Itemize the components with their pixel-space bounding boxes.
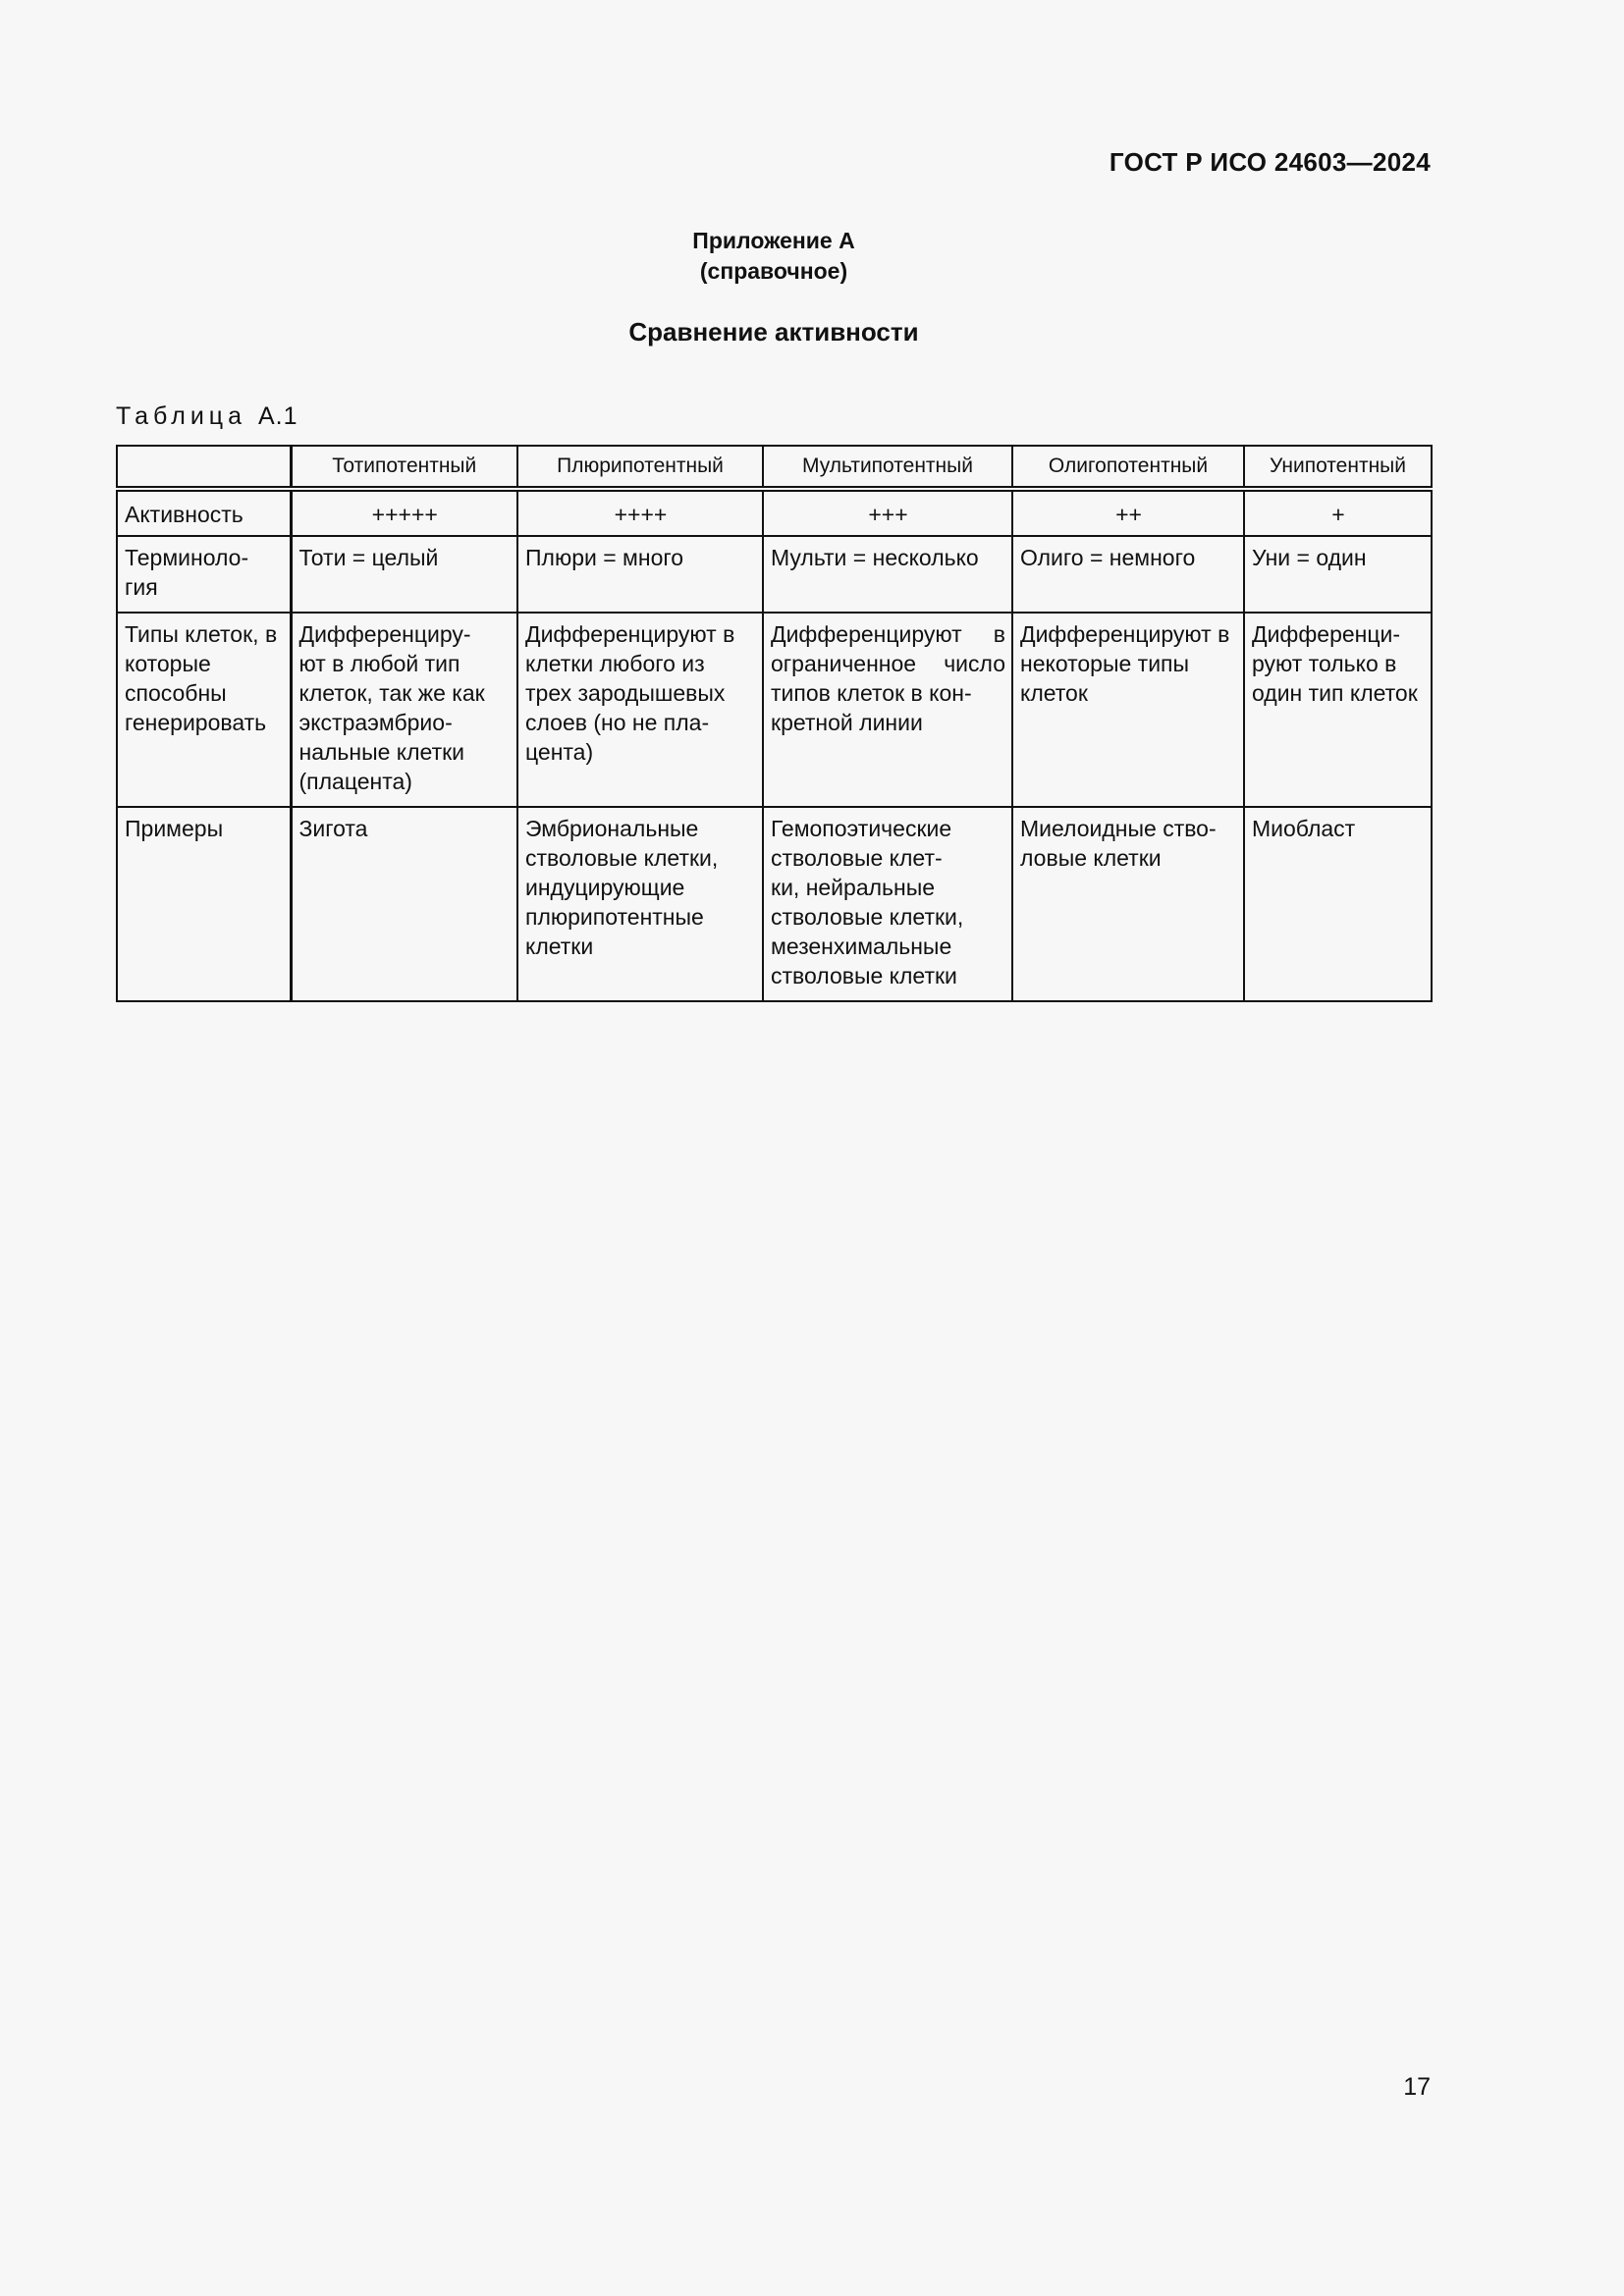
row-label-terminology: Терминоло- гия xyxy=(117,536,291,613)
row-label-examples: Примеры xyxy=(117,807,291,1001)
page-number: 17 xyxy=(1403,2073,1431,2101)
table-label-number: А.1 xyxy=(257,402,298,430)
header-cell-pluripotent: Плюрипотентный xyxy=(517,446,763,489)
examples-pluripotent: Эмбриональные стволовые клетки, индуцирующие плюрипотентные клетки xyxy=(517,807,763,1001)
cell-types-unipotent: Дифференци- руют только в один тип клеток xyxy=(1244,613,1432,807)
cell-types-pluripotent: Дифференцируют в клетки любого из трех зародышевых слоев (но не пла- цента) xyxy=(517,613,763,807)
table-label-word: Таблица xyxy=(116,402,247,430)
activity-unipotent: + xyxy=(1244,489,1432,536)
examples-multipotent: Гемопоэтические стволовые клет- ки, нейральные стволовые клетки, мезенхимальные стволовые клетки xyxy=(763,807,1012,1001)
header-cell-empty xyxy=(117,446,291,489)
activity-oligopotent: ++ xyxy=(1012,489,1244,536)
terminology-multipotent: Мульти = несколько xyxy=(763,536,1012,613)
row-label-activity: Активность xyxy=(117,489,291,536)
document-code: ГОСТ Р ИСО 24603—2024 xyxy=(1109,147,1431,177)
appendix-subtitle: (справочное) xyxy=(699,258,848,284)
activity-totipotent: +++++ xyxy=(291,489,517,536)
activity-pluripotent: ++++ xyxy=(517,489,763,536)
terminology-pluripotent: Плюри = много xyxy=(517,536,763,613)
comparison-table xyxy=(116,445,1433,1002)
examples-oligopotent: Миелоидные ство- ловые клетки xyxy=(1012,807,1244,1001)
header-cell-oligopotent: Олигопотентный xyxy=(1012,446,1244,489)
terminology-oligopotent: Олиго = немного xyxy=(1012,536,1244,613)
cell-types-oligopotent: Дифференцируют в некоторые типы клеток xyxy=(1012,613,1244,807)
examples-unipotent: Миобласт xyxy=(1244,807,1432,1001)
terminology-totipotent: Тоти = целый xyxy=(291,536,517,613)
activity-multipotent: +++ xyxy=(763,489,1012,536)
table-header-row xyxy=(117,446,1432,489)
header-cell-multipotent: Мультипотентный xyxy=(763,446,1012,489)
examples-totipotent: Зигота xyxy=(291,807,517,1001)
appendix-title: Приложение А xyxy=(692,228,855,253)
cell-types-totipotent: Дифференциру- ют в любой тип клеток, так же как экстраэмбрио- нальные клетки (плацента) xyxy=(291,613,517,807)
section-title: Сравнение активности xyxy=(628,317,919,347)
table-row-terminology xyxy=(117,536,1432,613)
row-label-cell-types: Типы клеток, в которые способны генерировать xyxy=(117,613,291,807)
appendix-heading xyxy=(0,226,1547,287)
table-label xyxy=(116,402,298,431)
table-row-cell-types xyxy=(117,613,1432,807)
table-row-examples xyxy=(117,807,1432,1001)
header-cell-totipotent: Тотипотентный xyxy=(291,446,517,489)
table-row-activity xyxy=(117,489,1432,536)
terminology-unipotent: Уни = один xyxy=(1244,536,1432,613)
header-cell-unipotent: Унипотентный xyxy=(1244,446,1432,489)
cell-types-multipotent: Дифференцируют в ограниченное число типов клеток в кон- кретной линии xyxy=(763,613,1012,807)
